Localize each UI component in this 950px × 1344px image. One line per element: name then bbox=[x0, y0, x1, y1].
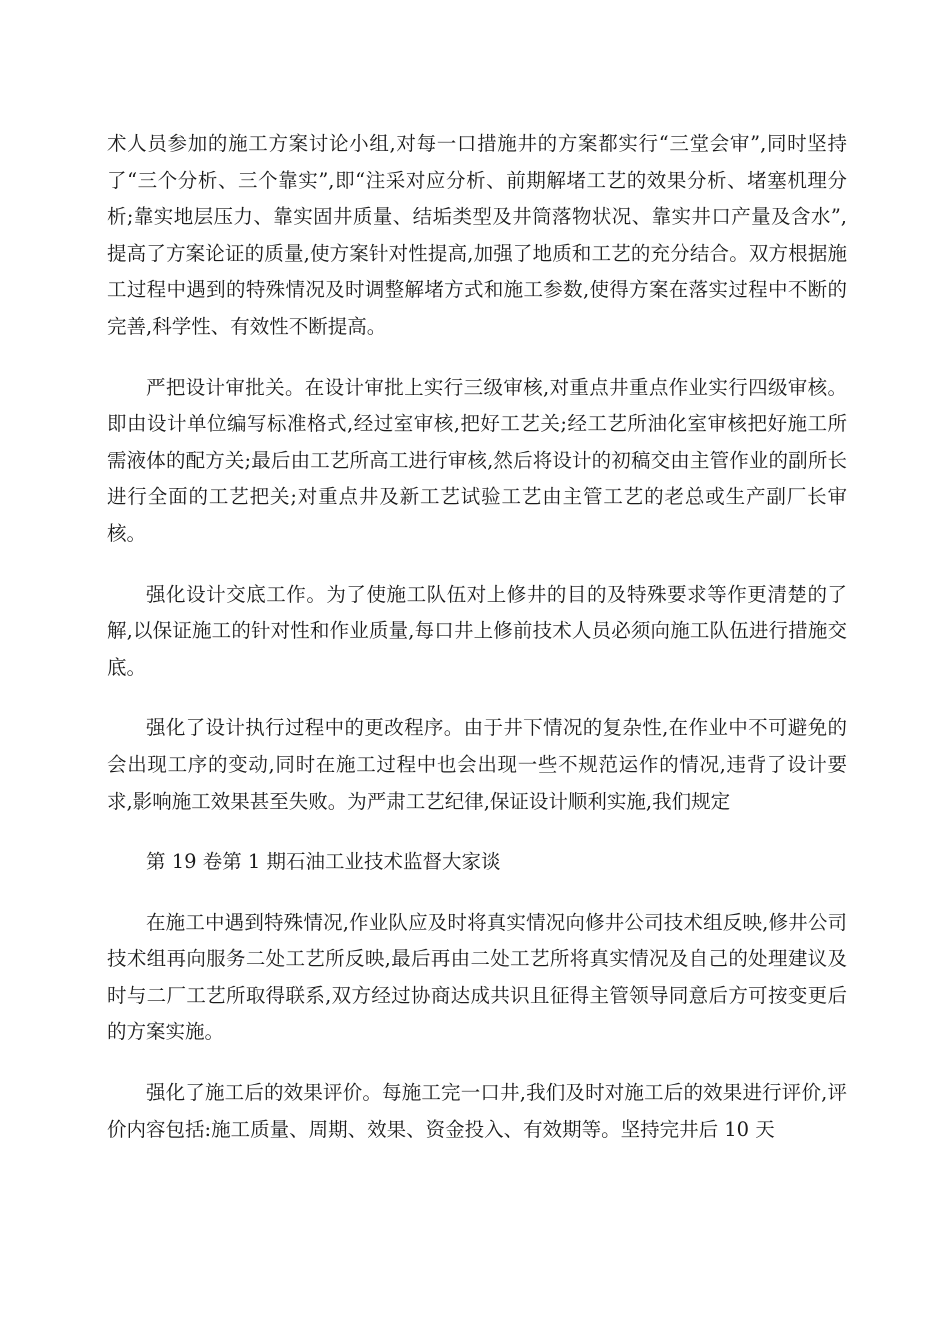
paragraph-effect-evaluation: 强化了施工后的效果评价。每施工完一口井,我们及时对施工后的效果进行评价,评价内容包括:施工质量、周期、效果、资金投入、有效期等。坚持完井后 10 天 bbox=[107, 1081, 847, 1141]
paragraph-special-situations: 在施工中遇到特殊情况,作业队应及时将真实情况向修井公司技术组反映,修井公司技术组再向服务二处工艺所反映,最后再由二处工艺所将真实情况及自己的处理建议及时与二厂工艺所取得联系,双方经过协商达成共识且征得主管领导同意后方可按变更后的方案实施。 bbox=[107, 910, 847, 1044]
document-body bbox=[107, 126, 847, 1172]
paragraph-design-briefing: 强化设计交底工作。为了使施工队伍对上修井的目的及特殊要求等作更清楚的了解,以保证施工的针对性和作业质量,每口井上修前技术人员必须向施工队伍进行措施交底。 bbox=[107, 582, 847, 679]
journal-header-line: 第 19 卷第 1 期石油工业技术监督大家谈 bbox=[146, 850, 501, 874]
paragraph-change-procedure: 强化了设计执行过程中的更改程序。由于井下情况的复杂性,在作业中不可避免的会出现工序的变动,同时在施工过程中也会出现一些不规范运作的情况,违背了设计要求,影响施工效果甚至失败。为严肃工艺纪律,保证设计顺利实施,我们规定 bbox=[107, 716, 847, 813]
paragraph-design-approval: 严把设计审批关。在设计审批上实行三级审核,对重点井重点作业实行四级审核。即由设计单位编写标准格式,经过室审核,把好工艺关;经工艺所油化室审核把好施工所需液体的配方关;最后由工艺所高工进行审核,然后将设计的初稿交由主管作业的副所长进行全面的工艺把关;对重点井及新工艺试验工艺由主管工艺的老总或生产副厂长审核。 bbox=[107, 375, 847, 545]
paragraph-continuation: 术人员参加的施工方案讨论小组,对每一口措施井的方案都实行“三堂会审”,同时坚持了“三个分析、三个靠实”,即“注采对应分析、前期解堵工艺的效果分析、堵塞机理分析;靠实地层压力、靠实固井质量、结垢类型及井筒落物状况、靠实井口产量及含水”,提高了方案论证的质量,使方案针对性提高,加强了地质和工艺的充分结合。双方根据施工过程中遇到的特殊情况及时调整解堵方式和施工参数,使得方案在落实过程中不断的完善,科学性、有效性不断提高。 bbox=[107, 132, 847, 338]
